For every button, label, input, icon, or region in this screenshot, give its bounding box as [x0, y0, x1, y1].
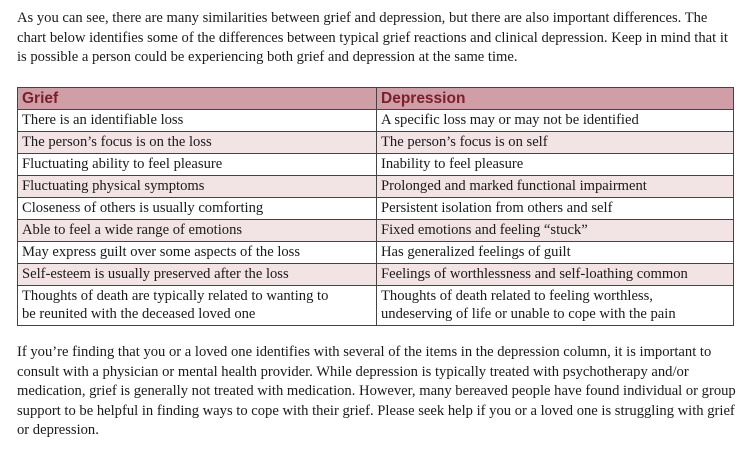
grief-cell: May express guilt over some aspects of the loss: [18, 242, 377, 264]
table-row: [18, 110, 734, 132]
table-header-row: [18, 88, 734, 110]
depression-cell: Prolonged and marked functional impairment: [377, 176, 734, 198]
table-row: [18, 198, 734, 220]
grief-cell: There is an identifiable loss: [18, 110, 377, 132]
grief-cell: The person’s focus is on the loss: [18, 132, 377, 154]
depression-cell: A specific loss may or may not be identified: [377, 110, 734, 132]
depression-cell: Thoughts of death related to feeling worthless, undeserving of life or unable to cope with the pain: [377, 286, 734, 326]
intro-paragraph: As you can see, there are many similarities between grief and depression, but there are also important differences. The chart below identifies some of the differences between typical grief reactions and clinical depression. Keep in mind that it is possible a person could be experiencing both grief and depression at the same time.: [17, 10, 728, 65]
depression-cell: Inability to feel pleasure: [377, 154, 734, 176]
grief-cell: Self-esteem is usually preserved after the loss: [18, 264, 377, 286]
grief-cell: Thoughts of death are typically related to wanting to be reunited with the deceased loved one: [18, 286, 377, 326]
depression-cell: Feelings of worthlessness and self-loathing common: [377, 264, 734, 286]
table-row: [18, 242, 734, 264]
depression-column-header: Depression: [377, 88, 734, 110]
depression-cell: Fixed emotions and feeling “stuck”: [377, 220, 734, 242]
table-row: [18, 220, 734, 242]
grief-vs-depression-table: [17, 87, 734, 326]
table-row: [18, 286, 734, 326]
table-row: [18, 264, 734, 286]
depression-cell: The person’s focus is on self: [377, 132, 734, 154]
depression-cell: Has generalized feelings of guilt: [377, 242, 734, 264]
table-row: [18, 154, 734, 176]
grief-cell: Able to feel a wide range of emotions: [18, 220, 377, 242]
table-row: [18, 176, 734, 198]
grief-column-header: Grief: [18, 88, 377, 110]
grief-cell: Closeness of others is usually comforting: [18, 198, 377, 220]
grief-cell: Fluctuating ability to feel pleasure: [18, 154, 377, 176]
outro-paragraph: If you’re finding that you or a loved one identifies with several of the items in the depression column, it is important to consult with a physician or mental health provider. While depression is typically treated with psychotherapy and/or medication, grief is generally not treated with medication. However, many bereaved people have found individual or group support to be helpful in finding ways to cope with their grief. Please seek help if you or a loved one is struggling with grief or depression.: [17, 344, 736, 438]
depression-cell: Persistent isolation from others and self: [377, 198, 734, 220]
grief-cell: Fluctuating physical symptoms: [18, 176, 377, 198]
table-row: [18, 132, 734, 154]
